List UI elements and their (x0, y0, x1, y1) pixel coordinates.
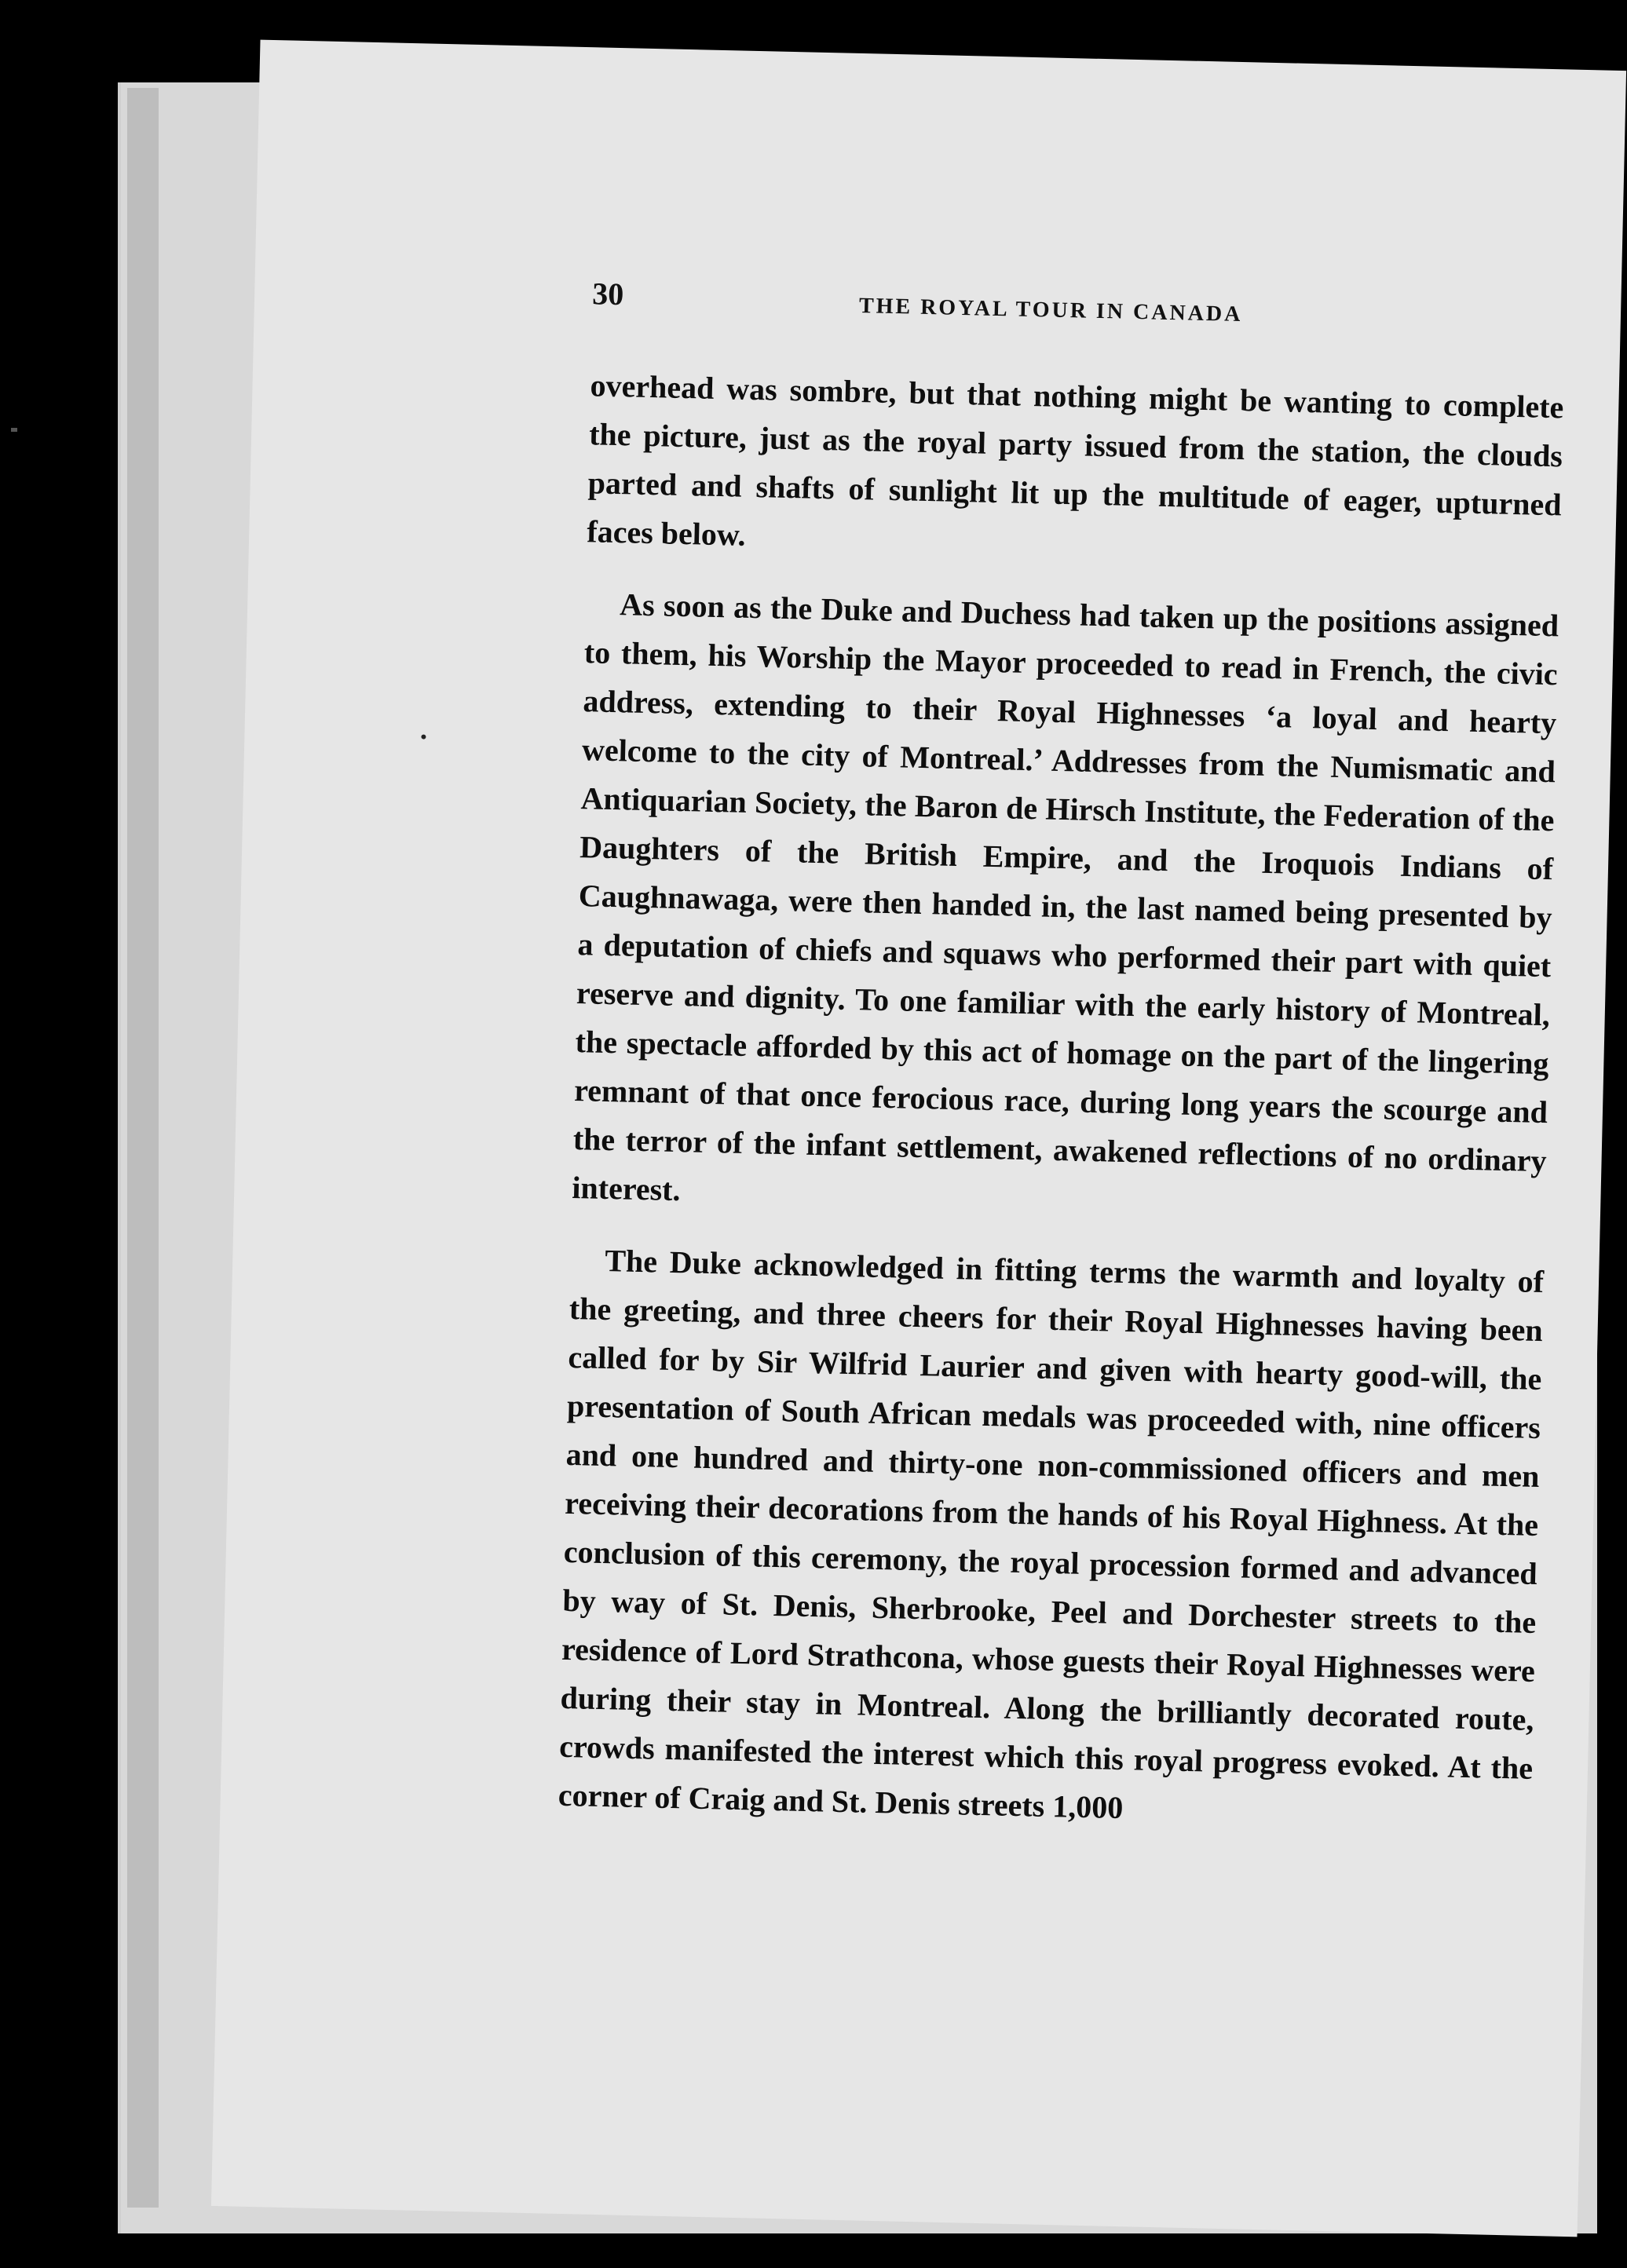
scan-speck (421, 734, 426, 739)
page-number: 30 (591, 276, 624, 312)
running-head (591, 275, 1567, 367)
paragraph-3: The Duke acknowledged in fitting terms the warmth and loyalty of the greeting, and three cheers for their Royal Highnesses having been called for by Sir Wilfrid Laurier and given with hearty good-will, the presentation of South African medals was proceeded with, nine officers and one hundred and thirty-one non-commissioned officers and men receiving their decorations from the hands of his Royal Highness. At the conclusion of this ceremony, the royal procession formed and advanced by way of St. Denis, Sherbrooke, Peel and Dorchester streets to the residence of Lord Strathcona, whose guests their Royal Highnesses were during their stay in Montreal. Along the brilliantly decorated route, crowds manifested the interest which this royal progress evoked. At the corner of Craig and St. Denis streets 1,000 (558, 1242, 1545, 1826)
paragraph-1: overhead was sombre, but that nothing might be wanting to complete the picture, just as the royal party issued from the station, the clouds parted and shafts of sunlight lit up the multitude of eager, upturned faces below. (586, 367, 1564, 553)
book-page (211, 40, 1626, 2237)
sheet-edge-shadow (127, 88, 159, 2208)
paragraph-2: As soon as the Duke and Duchess had taken up the positions assigned to them, his Worship the Mayor proceeded to read in French, the civic address, extending to their Royal Highnesses ‘a loyal and hearty welcome to the city of Montreal.’ Addresses from the Numismatic and Antiquarian Society, the Baron de Hirsch Institute, the Federation of the Daughters of the British Empire, and the Iroquois Indians of Caughnawaga, were then handed in, the last named being presented by a deputation of chiefs and squaws who performed their part with quiet reserve and dignity. To one familiar with the early history of Montreal, the spectacle afforded by this act of homage on the part of the lingering remnant of that once ferocious race, during long years the scourge and the terror of the infant settlement, awakened reflections of no ordinary interest. (571, 586, 1559, 1208)
body-text (558, 361, 1564, 1842)
running-title: THE ROYAL TOUR IN CANADA (858, 294, 1243, 327)
margin-mark (11, 428, 17, 432)
page-content (558, 275, 1567, 1865)
